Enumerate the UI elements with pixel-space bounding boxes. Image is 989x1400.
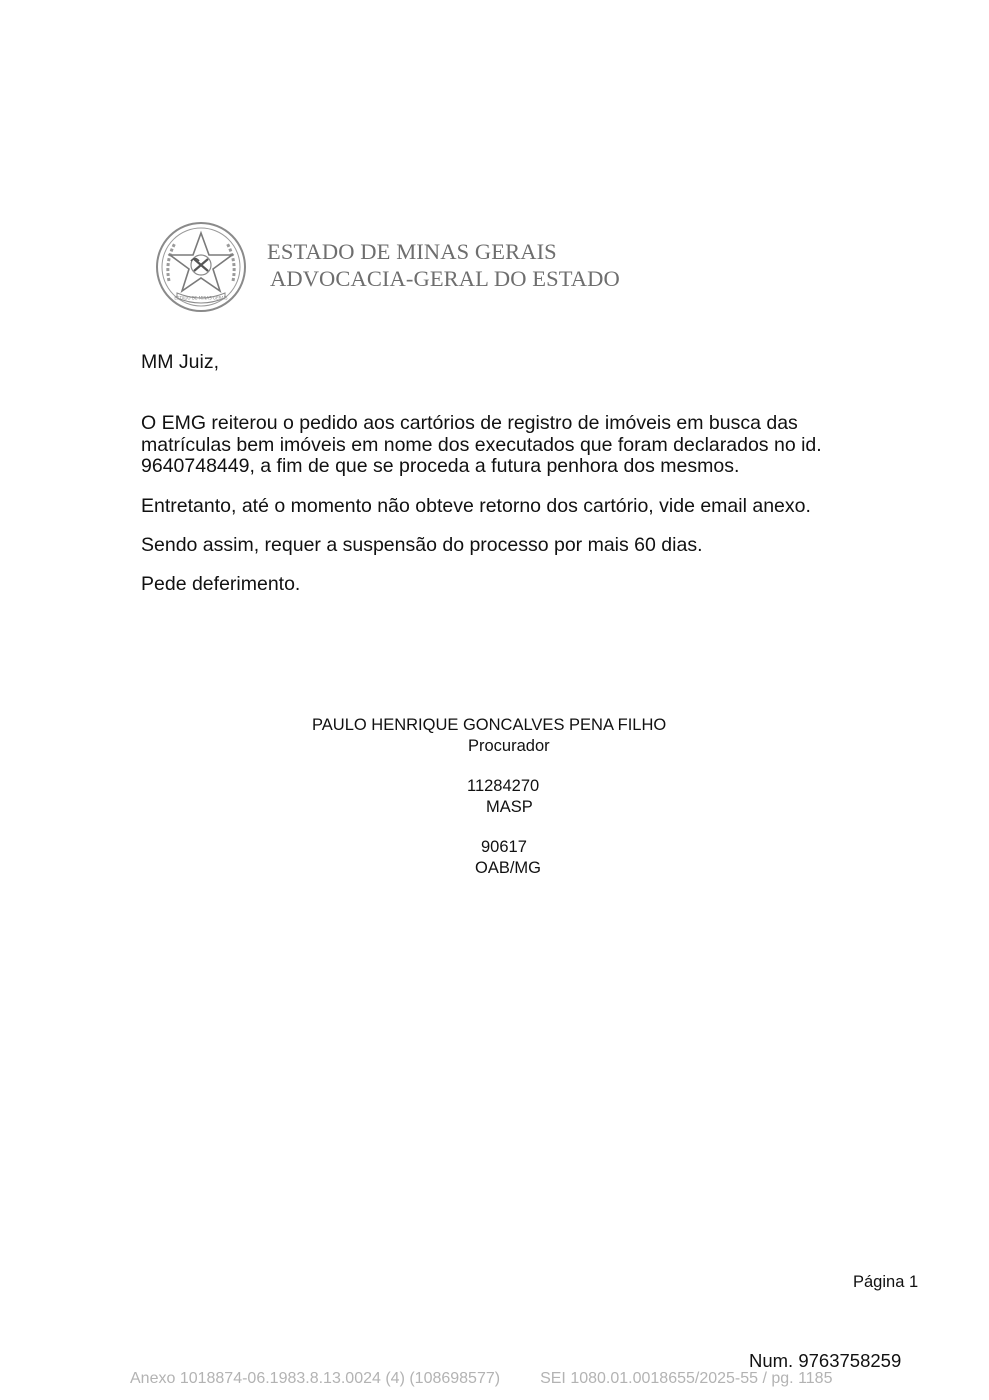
masp-label: MASP <box>486 798 533 816</box>
signer-name: PAULO HENRIQUE GONCALVES PENA FILHO <box>312 716 667 734</box>
body-paragraph <box>141 413 886 478</box>
letterhead <box>267 238 620 292</box>
body-line: 9640748449, a fim de que se proceda a futura penhora dos mesmos. <box>141 455 740 477</box>
sei-reference: SEI 1080.01.0018655/2025-55 / pg. 1185 <box>540 1370 833 1387</box>
body-paragraph: Sendo assim, requer a suspensão do processo por mais 60 dias. <box>141 534 703 556</box>
closing-request: Pede deferimento. <box>141 572 301 595</box>
letterhead-agency: ADVOCACIA-GERAL DO ESTADO <box>270 266 620 291</box>
body-line: matrículas bem imóveis em nome dos executados que foram declarados no id. <box>141 433 822 456</box>
letterhead-state: ESTADO DE MINAS GERAIS <box>267 239 557 264</box>
page-number: Página 1 <box>853 1273 919 1291</box>
oab-number: 90617 <box>481 838 527 856</box>
salutation: MM Juiz, <box>141 351 219 373</box>
seal-ribbon-text: ESTADO DE MINAS GERAIS <box>174 295 228 301</box>
annex-reference: Anexo 1018874-06.1983.8.13.0024 (4) (108698577) <box>130 1370 501 1387</box>
body-paragraph: Entretanto, até o momento não obteve retorno dos cartório, vide email anexo. <box>141 494 811 517</box>
masp-number: 11284270 <box>467 777 540 795</box>
signer-role: Procurador <box>468 737 550 755</box>
petition-body <box>141 413 886 595</box>
footer-stamp <box>130 1369 832 1389</box>
oab-label: OAB/MG <box>475 859 542 877</box>
minas-gerais-state-seal-icon <box>155 221 247 313</box>
body-line: O EMG reiterou o pedido aos cartórios de registro de imóveis em busca das <box>141 412 798 434</box>
document-number: Num. 9763758259 <box>749 1350 902 1371</box>
